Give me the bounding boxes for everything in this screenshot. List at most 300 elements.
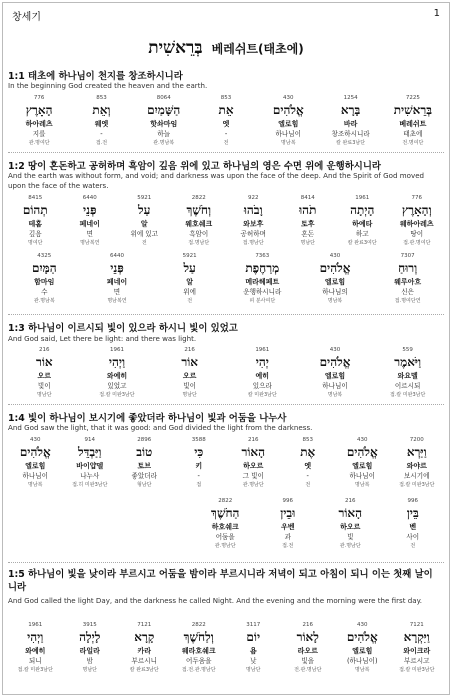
strong-number: 2822 — [191, 195, 206, 201]
transliteration: 엘로힘 — [352, 647, 373, 655]
grammar-tag: 명남복 — [281, 140, 296, 146]
strong-number: 2822 — [191, 622, 206, 628]
word-meaning: 빛이 — [183, 382, 197, 390]
hebrew-word: הַמָּיִם — [31, 261, 57, 275]
hebrew-word: אוֹר — [35, 355, 53, 369]
hebrew-word: אֱלֹהִים — [319, 261, 351, 275]
word-meaning: 태초에 — [403, 130, 423, 138]
transliteration: 토후 — [300, 220, 315, 228]
word-column — [226, 346, 299, 399]
transliteration: 하아레츠 — [25, 120, 53, 128]
hebrew-word: עַל — [138, 203, 151, 217]
hebrew-word: תֹהוּ — [299, 203, 317, 217]
word-meaning: - — [306, 472, 309, 480]
word-column — [194, 497, 257, 550]
verse-english: And God said, Let there be light: and there was light. — [8, 334, 197, 343]
strong-number: 1961 — [28, 622, 43, 628]
verse-separator — [8, 404, 444, 405]
hebrew-word: יְהִי — [255, 355, 269, 369]
word-meaning: 위에 있고 — [130, 230, 159, 238]
word-column — [335, 436, 390, 489]
transliteration: 엣 — [304, 462, 312, 470]
word-meaning: 빛 — [347, 533, 354, 541]
word-meaning: 나누사 — [80, 472, 100, 480]
word-column — [226, 436, 281, 489]
word-column — [281, 194, 336, 247]
transliteration: 오르 — [37, 372, 52, 380]
verse-separator — [8, 314, 444, 315]
word-meaning: 하나님이 — [322, 382, 348, 390]
hebrew-word: אוֹר — [181, 355, 198, 369]
transliteration: 바라 — [343, 120, 358, 128]
hebrew-word: וָבֹהוּ — [243, 203, 263, 217]
hebrew-word: וְחֹשֶׁךְ — [186, 203, 212, 217]
strong-number: 3915 — [82, 622, 97, 628]
transliteration: 바이얍델 — [76, 462, 104, 470]
transliteration: 하오르 — [340, 523, 361, 531]
word-meaning: 사이 — [406, 533, 420, 541]
strong-number: 430 — [357, 437, 368, 443]
word-column — [335, 194, 390, 247]
hebrew-word: פְּנֵי — [82, 203, 97, 217]
word-meaning: 이르시되 — [394, 382, 421, 390]
transliteration: 카라 — [137, 647, 152, 655]
grammar-tag: 전.명여단 — [402, 140, 424, 146]
chapter-title — [0, 38, 452, 58]
word-column — [281, 436, 336, 489]
transliteration: 라일라 — [79, 647, 100, 655]
word-meaning: - — [100, 130, 103, 138]
word-meaning: 수 — [41, 288, 48, 296]
hebrew-word: אֶת — [300, 445, 316, 459]
hebrew-word: בְּרֵאשִׁית — [393, 103, 433, 117]
transliteration: 하오르 — [243, 462, 264, 470]
word-meaning: 지를 — [32, 130, 46, 138]
strong-number: 430 — [357, 622, 368, 628]
hebrew-word: וַיֹּאמֶר — [394, 355, 422, 369]
verse-separator — [8, 562, 444, 563]
strong-number: 5921 — [182, 253, 197, 259]
strong-number: 853 — [302, 437, 313, 443]
word-row — [8, 621, 444, 674]
word-meaning: 그 빛이 — [242, 472, 264, 480]
transliteration: 메라헤페트 — [245, 278, 280, 286]
grammar-tag: 명남단 — [246, 667, 261, 673]
word-meaning: 하늘 — [157, 130, 171, 138]
strong-number: 7363 — [255, 253, 270, 259]
hebrew-word: פְּנֵי — [110, 261, 124, 275]
transliteration: 와예히 — [25, 647, 46, 655]
strong-number: 1961 — [109, 347, 124, 353]
strong-number: 776 — [411, 195, 422, 201]
strong-number: 7200 — [409, 437, 424, 443]
grammar-tag: 접.히 미완3남단 — [72, 482, 108, 488]
grammar-tag: 접.관.명여단 — [403, 240, 431, 246]
strong-number: 6440 — [82, 195, 97, 201]
grammar-tag: 접.칼 미완3남단 — [399, 482, 435, 488]
word-meaning: 어두움을 — [186, 657, 212, 665]
transliteration: 웨라호쉐크 — [181, 647, 216, 655]
hebrew-word: אֵת — [218, 103, 234, 117]
word-meaning: 하나님이 — [349, 472, 375, 480]
verse-korean: 1:2 땅이 혼돈하고 공허하며 흑암이 깊음 위에 있고 하나님의 영은 수면 위에 운행하시니라 — [8, 161, 381, 172]
verse-korean: 1:5 하나님이 빛을 낮이라 부르시고 어둠을 밤이라 부르시니라 저녁이 되고 아침이 되니 이는 첫째 날이니라 — [8, 569, 433, 593]
strong-number: 6440 — [109, 253, 124, 259]
word-column — [335, 621, 390, 674]
grammar-tag: 명남단 — [37, 392, 52, 398]
word-column — [299, 252, 372, 305]
grammar-tag: 명여단 — [28, 240, 43, 246]
word-meaning: 보시기에 — [404, 472, 430, 480]
strong-number: 216 — [302, 622, 313, 628]
verse-english: And God called the light Day, and the darkness he called Night. And the evening and the morning were the first day. — [8, 596, 423, 605]
transliteration: 웨하아레츠 — [399, 220, 434, 228]
transliteration: 엘로힘 — [25, 462, 46, 470]
grammar-tag: 형남단 — [137, 482, 152, 488]
word-column — [117, 194, 172, 247]
word-meaning: 땅이 — [410, 230, 424, 238]
grammar-tag: 피 분사여단 — [249, 298, 276, 304]
word-meaning: 있었고 — [107, 382, 127, 390]
grammar-tag: 명남단 — [300, 240, 315, 246]
hebrew-word: אֱלֹהִים — [319, 355, 351, 369]
word-column — [153, 252, 226, 305]
hebrew-word: קָרָא — [134, 630, 155, 644]
word-row — [8, 252, 444, 305]
grammar-tag: 전 — [410, 543, 416, 549]
transliteration: 하호쉐크 — [211, 523, 239, 531]
transliteration: 베레쉬트 — [399, 120, 427, 128]
word-column — [81, 346, 154, 399]
strong-number: 5921 — [137, 195, 152, 201]
grammar-tag: 명남단 — [82, 667, 97, 673]
strong-number: 996 — [407, 498, 418, 504]
word-column — [172, 436, 227, 489]
transliteration: 키 — [195, 462, 203, 470]
word-meaning: 흑암이 — [189, 230, 209, 238]
grammar-tag: 관.명여단 — [28, 140, 50, 146]
strong-number: 8415 — [28, 195, 43, 201]
strong-number: 7121 — [409, 622, 424, 628]
grammar-tag: 칼 미완3남단 — [247, 392, 277, 398]
grammar-tag: 명남복 — [28, 482, 43, 488]
grammar-tag: 접.칼 미완3남단 — [399, 667, 435, 673]
transliteration: 엣 — [222, 120, 230, 128]
hebrew-word: וַיַּבְדֵּל — [78, 445, 102, 459]
grammar-tag: 관.명남단 — [339, 543, 361, 549]
hebrew-word: וְאֵת — [92, 103, 111, 117]
strong-number: 7121 — [137, 622, 152, 628]
strong-number: 430 — [30, 437, 41, 443]
verse-english: In the beginning God created the heaven and the earth. — [8, 81, 208, 90]
word-meaning: 빛을 — [301, 657, 315, 665]
hebrew-word: בָּרָא — [340, 103, 361, 117]
strong-number: 1254 — [343, 95, 358, 101]
word-column — [382, 497, 445, 550]
word-column — [382, 94, 444, 147]
grammar-tag: 칼 완료3남단 — [129, 667, 159, 673]
hebrew-word: יוֹם — [246, 630, 261, 644]
word-meaning: (하나님이) — [346, 657, 378, 665]
transliteration: 하예타 — [352, 220, 373, 228]
verse-english: And the earth was without form, and void; and darkness was upon the face of the deep. And the Spirit of God moved upon the face of the waters. — [8, 171, 425, 190]
grammar-tag: 관.명남단 — [242, 482, 264, 488]
word-column — [390, 194, 445, 247]
grammar-tag: 전 — [187, 298, 193, 304]
verse-korean: 1:1 태초에 하나님이 천지를 창조하시니라 — [8, 71, 183, 82]
transliteration: 라오르 — [297, 647, 318, 655]
hebrew-word: אֱלֹהִים — [346, 630, 378, 644]
strong-number: 216 — [248, 437, 259, 443]
hebrew-word: וְרוּחַ — [398, 261, 418, 275]
strong-number: 1961 — [255, 347, 270, 353]
word-row — [8, 346, 444, 399]
word-meaning: 낮 — [250, 657, 257, 665]
transliteration: 알 — [186, 278, 194, 286]
strong-number: 853 — [96, 95, 107, 101]
grammar-tag: 전 — [223, 140, 229, 146]
strong-number: 2822 — [218, 498, 233, 504]
hebrew-word: תְהוֹם — [22, 203, 48, 217]
word-column — [226, 621, 281, 674]
hebrew-word: מְרַחֶפֶת — [245, 261, 280, 275]
word-meaning: 과 — [284, 533, 291, 541]
grammar-tag: 전.관.명남단 — [294, 667, 322, 673]
transliteration: 와이크라 — [403, 647, 431, 655]
word-column — [81, 252, 154, 305]
word-meaning: 위에 — [183, 288, 197, 296]
word-column — [8, 94, 70, 147]
word-column — [153, 346, 226, 399]
word-column — [299, 346, 372, 399]
hebrew-word: עַל — [183, 261, 196, 275]
word-column — [195, 94, 257, 147]
word-meaning: 면 — [113, 288, 121, 296]
transliteration: 웨엣 — [94, 120, 109, 128]
strong-number: 3588 — [191, 437, 206, 443]
grammar-tag: 접.명남단 — [188, 240, 210, 246]
word-meaning: 신은 — [401, 288, 415, 296]
hebrew-word: טוֹב — [136, 445, 153, 459]
word-meaning: 공허하며 — [240, 230, 266, 238]
strong-number: 216 — [39, 347, 50, 353]
hebrew-word: הָיְתָה — [350, 203, 375, 217]
word-column — [371, 346, 444, 399]
word-column — [63, 436, 118, 489]
word-column — [8, 194, 63, 247]
transliteration: 엘로힘 — [324, 278, 346, 286]
book-name: 창세기 — [12, 12, 41, 23]
hebrew-word: וְלַחֹשֶׁךְ — [183, 630, 214, 644]
word-column — [63, 194, 118, 247]
title-korean: 베레쉬트(태초에) — [211, 42, 304, 56]
strong-number: 922 — [248, 195, 259, 201]
transliteration: 우벤 — [280, 523, 295, 531]
hebrew-word: הָאָרֶץ — [25, 103, 53, 117]
title-hebrew: בְּרֵאשִׁית — [148, 38, 203, 58]
word-meaning: 좋았더라 — [131, 472, 157, 480]
transliteration: 욤 — [249, 647, 257, 655]
word-column — [257, 497, 320, 550]
transliteration: 테홈 — [28, 220, 43, 228]
word-meaning: 깊음 — [28, 230, 42, 238]
word-column — [117, 621, 172, 674]
transliteration: 핫솨마임 — [150, 120, 178, 128]
word-meaning: 하나님이 — [22, 472, 48, 480]
hebrew-word: בֵּין — [406, 506, 419, 520]
word-column — [226, 252, 299, 305]
strong-number: 3117 — [246, 622, 261, 628]
grammar-tag: 명남단 — [182, 392, 197, 398]
grammar-tag: 접.칼 미완3남단 — [17, 667, 53, 673]
word-column — [8, 436, 63, 489]
grammar-tag: 접.전.관.명남단 — [181, 667, 216, 673]
transliteration: 엘로힘 — [324, 372, 346, 380]
word-row — [8, 194, 444, 247]
grammar-tag: 전 — [305, 482, 311, 488]
transliteration: 오르 — [182, 372, 197, 380]
transliteration: 벤 — [409, 523, 417, 531]
word-meaning: 어둠을 — [215, 533, 235, 541]
grammar-tag: 관.명남복 — [33, 298, 55, 304]
hebrew-word: לָאוֹר — [296, 630, 319, 644]
grammar-tag: 명남복연 — [107, 298, 127, 304]
word-meaning: - — [224, 130, 228, 138]
strong-number: 7307 — [400, 253, 415, 259]
word-column — [226, 194, 281, 247]
transliteration: 페네이 — [79, 220, 100, 228]
word-column — [319, 497, 382, 550]
word-column — [281, 621, 336, 674]
grammar-tag: 관.명남복 — [153, 140, 175, 146]
transliteration: 알 — [140, 220, 148, 228]
page-number: 1 — [433, 8, 440, 19]
transliteration: 와야르 — [406, 462, 427, 470]
grammar-tag: 접 — [196, 482, 202, 488]
transliteration: 와보후 — [243, 220, 264, 228]
hebrew-word: וְהָאָרֶץ — [401, 203, 432, 217]
word-meaning: 부르시고 — [404, 657, 430, 665]
grammar-tag: 명남복 — [355, 667, 370, 673]
hebrew-word: כִּי — [194, 445, 204, 459]
hebrew-word: לָיְלָה — [79, 630, 101, 644]
hebrew-word: אֱלֹהִים — [19, 445, 51, 459]
strong-number: 430 — [283, 95, 294, 101]
hebrew-word: וַיִּקְרָא — [403, 630, 430, 644]
word-column — [257, 94, 319, 147]
word-column — [133, 94, 195, 147]
strong-number: 914 — [84, 437, 95, 443]
word-meaning: 밤 — [86, 657, 93, 665]
hebrew-word: אֱלֹהִים — [272, 103, 304, 117]
hebrew-word: וַיְהִי — [27, 630, 44, 644]
word-column — [8, 621, 63, 674]
word-row — [8, 94, 444, 147]
word-meaning: - — [197, 472, 200, 480]
transliteration: 웨루아흐 — [394, 278, 422, 286]
word-meaning: 혼돈 — [301, 230, 315, 238]
grammar-tag: 칼 완료3남단 — [336, 140, 366, 146]
hebrew-word: וַיְהִי — [108, 355, 126, 369]
grammar-tag: 칼 완료3여단 — [347, 240, 377, 246]
grammar-tag: 접.전 — [282, 543, 294, 549]
strong-number: 216 — [184, 347, 195, 353]
grammar-tag: 접.전 — [95, 140, 108, 146]
grammar-tag: 전 — [141, 240, 147, 246]
word-column — [172, 194, 227, 247]
verse-english: And God saw the light, that it was good: and God divided the light from the darkness. — [8, 423, 313, 432]
verse-korean: 1:3 하나님이 이르시되 빛이 있으라 하시니 빛이 있었고 — [8, 323, 238, 334]
word-meaning: 부르시니 — [131, 657, 157, 665]
strong-number: 216 — [345, 498, 356, 504]
verse-korean: 1:4 빛이 하나님이 보시기에 좋았더라 하나님이 빛과 어둠을 나누사 — [8, 413, 287, 424]
transliteration: 함마임 — [34, 278, 55, 286]
strong-number: 2896 — [137, 437, 152, 443]
hebrew-word: הַשָּׁמַיִם — [147, 103, 181, 117]
word-column — [63, 621, 118, 674]
transliteration: 웨호쉐크 — [185, 220, 213, 228]
transliteration: 페네이 — [106, 278, 128, 286]
verse-separator — [8, 152, 444, 153]
strong-number: 996 — [282, 498, 293, 504]
word-row — [194, 497, 444, 550]
transliteration: 예히 — [255, 372, 270, 380]
word-column — [390, 436, 445, 489]
hebrew-word: הָאוֹר — [338, 506, 363, 520]
transliteration: 엘로힘 — [352, 462, 373, 470]
grammar-tag: 접.명여단연 — [394, 298, 421, 304]
grammar-tag: 접.명남단 — [242, 240, 264, 246]
word-row — [8, 436, 444, 489]
hebrew-word: הָאוֹר — [241, 445, 266, 459]
word-meaning: 창조하시니라 — [331, 130, 370, 138]
grammar-tag: 접.칼 미완3남단 — [389, 392, 426, 398]
strong-number: 853 — [220, 95, 232, 101]
word-column — [117, 436, 172, 489]
grammar-tag: 명남복 — [327, 392, 343, 398]
word-meaning: 운행하시니라 — [243, 288, 282, 296]
word-column — [8, 252, 81, 305]
strong-number: 559 — [402, 347, 413, 353]
word-meaning: 빛이 — [37, 382, 51, 390]
word-column — [172, 621, 227, 674]
hebrew-word: וּבֵין — [280, 506, 296, 520]
strong-number: 7225 — [405, 95, 420, 101]
grammar-tag: 접.칼 미완3남단 — [99, 392, 135, 398]
word-column — [371, 252, 444, 305]
transliteration: 엘로힘 — [278, 120, 299, 128]
word-column — [70, 94, 132, 147]
grammar-tag: 명남복 — [355, 482, 370, 488]
grammar-tag: 명남복연 — [80, 240, 100, 246]
strong-number: 776 — [33, 95, 45, 101]
strong-number: 4325 — [37, 253, 52, 259]
grammar-tag: 관.명남단 — [214, 543, 236, 549]
transliteration: 와요멜 — [397, 372, 418, 380]
strong-number: 1961 — [355, 195, 370, 201]
word-meaning: 하나님의 — [322, 288, 348, 296]
hebrew-word: וַיַּרְא — [406, 445, 427, 459]
hebrew-word: הַחֹשֶׁךְ — [211, 506, 240, 520]
transliteration: 토브 — [137, 462, 152, 470]
strong-number: 8414 — [300, 195, 315, 201]
word-meaning: 하고 — [355, 230, 369, 238]
strong-number: 430 — [329, 253, 341, 259]
transliteration: 와예히 — [106, 372, 128, 380]
word-column — [390, 621, 445, 674]
word-meaning: 면 — [86, 230, 93, 238]
grammar-tag: 명남복 — [327, 298, 343, 304]
